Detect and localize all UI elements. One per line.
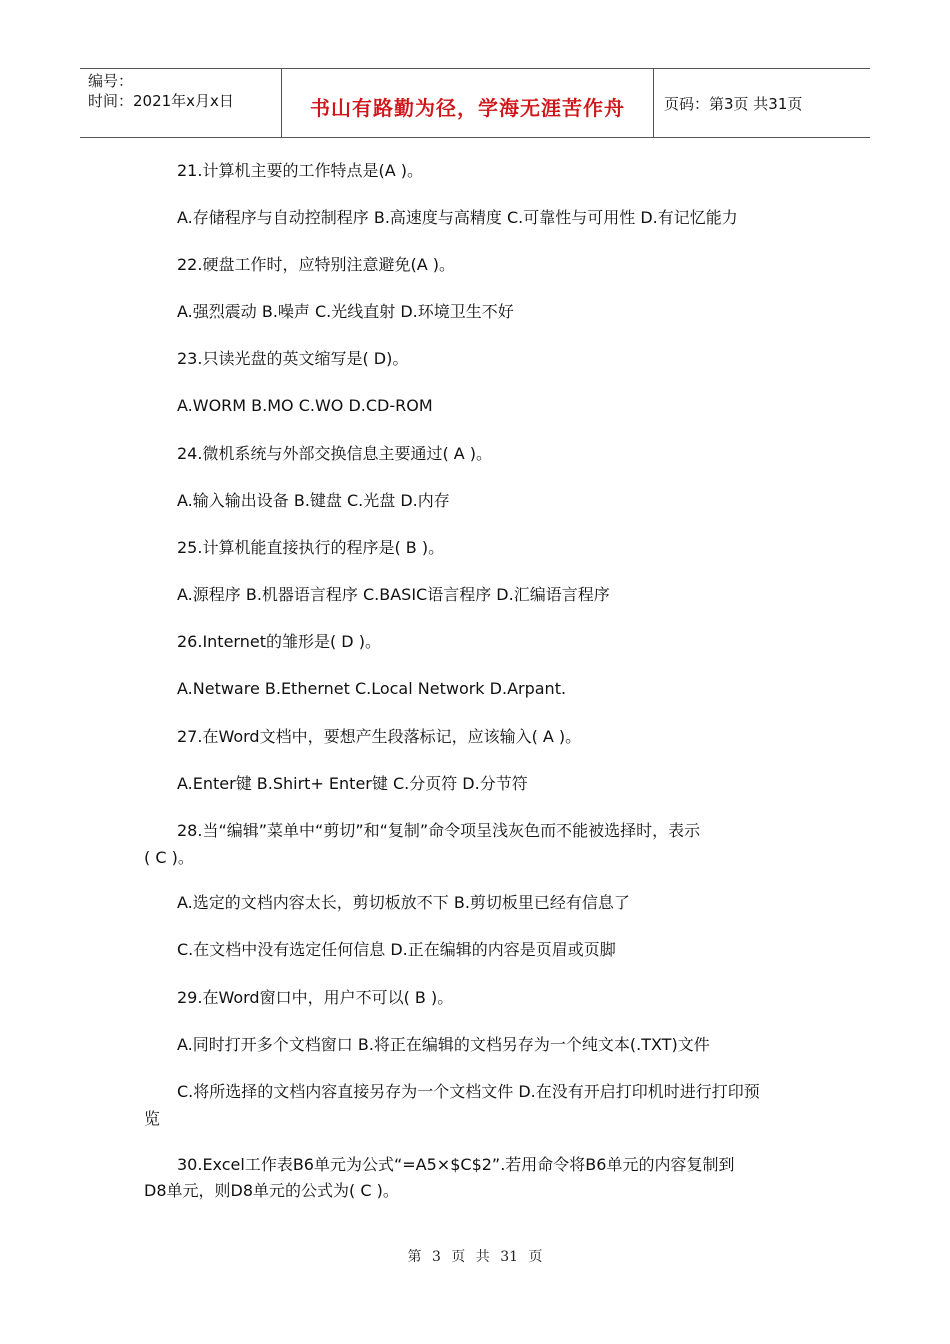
- question-25: 25.计算机能直接执行的程序是( B )。: [177, 538, 445, 557]
- options-24: A.输入输出设备 B.键盘 C.光盘 D.内存: [177, 491, 450, 510]
- options-29-cd: C.将所选择的文档内容直接另存为一个文档文件 D.在没有开启打印机时进行打印预: [177, 1082, 760, 1101]
- options-22: A.强烈震动 B.噪声 C.光线直射 D.环境卫生不好: [177, 302, 514, 321]
- page-footer: 第 3 页 共 31 页: [407, 1249, 543, 1265]
- question-26: 26.Internet的雏形是( D )。: [177, 632, 381, 651]
- options-28-cd: C.在文档中没有选定任何信息 D.正在编辑的内容是页眉或页脚: [177, 940, 616, 959]
- question-30-cont: D8单元，则D8单元的公式为( C )。: [144, 1181, 399, 1200]
- question-24: 24.微机系统与外部交换信息主要通过( A )。: [177, 444, 493, 463]
- options-28-ab: A.选定的文档内容太长，剪切板放不下 B.剪切板里已经有信息了: [177, 893, 630, 912]
- header-meta-cell: [80, 69, 282, 137]
- header-table: [80, 68, 870, 138]
- options-26: A.Netware B.Ethernet C.Local Network D.Arpant.: [177, 679, 567, 698]
- question-30: 30.Excel工作表B6单元为公式“=A5×$C$2”.若用命令将B6单元的内容复制到: [177, 1155, 735, 1174]
- options-29-ab: A.同时打开多个文档窗口 B.将正在编辑的文档另存为一个纯文本(.TXT)文件: [177, 1035, 710, 1054]
- page-info: 页码：第3页 共31页: [664, 94, 803, 113]
- question-22: 22.硬盘工作时，应特别注意避免(A )。: [177, 255, 455, 274]
- header-page-cell: [654, 69, 870, 137]
- options-29-cont: 览: [144, 1109, 161, 1128]
- question-21: 21.计算机主要的工作特点是(A )。: [177, 161, 423, 180]
- doc-number-label: 编号：: [88, 72, 134, 90]
- question-29: 29.在Word窗口中，用户不可以( B )。: [177, 988, 454, 1007]
- options-21: A.存储程序与自动控制程序 B.高速度与高精度 C.可靠性与可用性 D.有记忆能力: [177, 208, 738, 227]
- question-28-cont: ( C )。: [144, 848, 194, 867]
- question-28: 28.当“编辑”菜单中“剪切”和“复制”命令项呈浅灰色而不能被选择时，表示: [177, 821, 701, 840]
- options-23: A.WORM B.MO C.WO D.CD-ROM: [177, 396, 433, 415]
- options-25: A.源程序 B.机器语言程序 C.BASIC语言程序 D.汇编语言程序: [177, 585, 610, 604]
- header-motto-cell: [282, 69, 654, 137]
- question-23: 23.只读光盘的英文缩写是( D)。: [177, 349, 409, 368]
- doc-time-label: 时间：2021年x月x日: [88, 92, 234, 110]
- motto-text: 书山有路勤为径，学海无涯苦作舟: [310, 95, 625, 120]
- question-27: 27.在Word文档中，要想产生段落标记，应该输入( A )。: [177, 727, 582, 746]
- options-27: A.Enter键 B.Shirt+ Enter键 C.分页符 D.分节符: [177, 774, 528, 793]
